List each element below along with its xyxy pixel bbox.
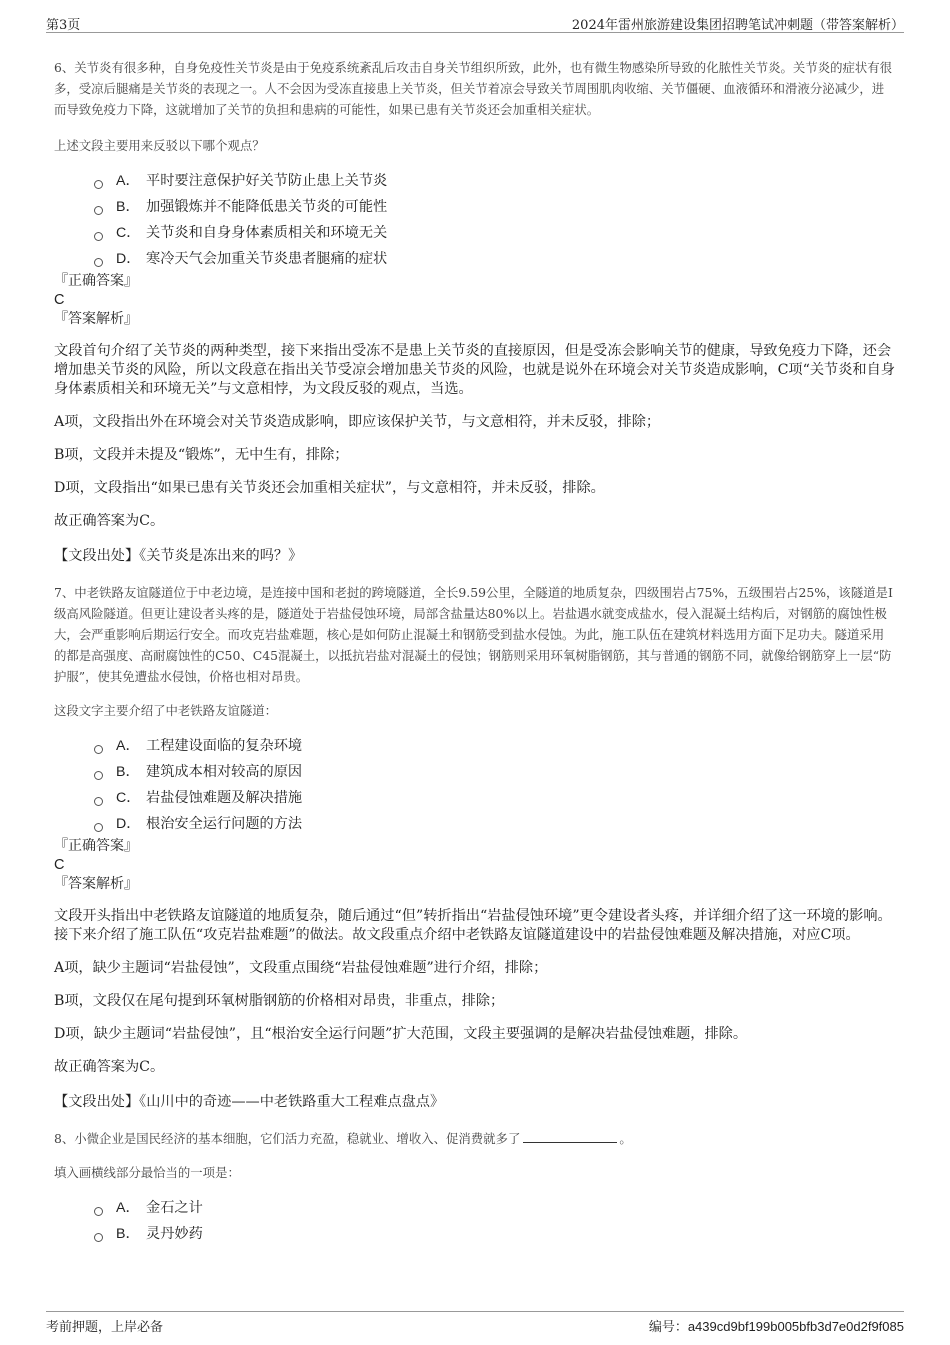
option-letter: B． xyxy=(116,1226,140,1242)
option-letter: A． xyxy=(116,738,140,754)
radio-icon[interactable] xyxy=(94,206,103,215)
radio-icon[interactable] xyxy=(94,823,103,832)
option-text: 灵丹妙药 xyxy=(146,1226,203,1242)
option-a[interactable] xyxy=(94,168,896,194)
radio-icon[interactable] xyxy=(94,771,103,780)
page-number: 第3页 xyxy=(46,18,81,33)
option-letter: A． xyxy=(116,173,140,189)
analysis-label: 『答案解析』 xyxy=(54,311,138,327)
option-a[interactable] xyxy=(94,1195,896,1221)
analysis-paragraph: 故正确答案为C。 xyxy=(54,1059,165,1075)
page-header xyxy=(46,12,904,33)
analysis-paragraph: D项，文段指出“如果已患有关节炎还会加重相关症状”，与文意相符，并未反驳，排除。 xyxy=(54,480,605,496)
question-text xyxy=(54,1128,896,1149)
question-text: 7、中老铁路友谊隧道位于中老边境，是连接中国和老挝的跨境隧道，全长9.59公里，全隧道的地质复杂，四级围岩占75%，五级围岩占25%，该隧道是I级高风险隧道。但更让建设者头疼的是，隧道处于岩盐侵蚀环境，局部含盐量达80%以上。岩盐遇水就变成盐水，侵入混凝土结构后，对钢筋的腐蚀性极大，会严重影响后期运行安全。而攻克岩盐难题，核心是如何防止混凝土和钢筋受到盐水侵蚀。为此，施工队伍在建筑材料选用方面下足功夫。隧道采用的都是高强度、高耐腐蚀性的C50、C45混凝土，以抵抗岩盐对混凝土的侵蚀；钢筋则采用环氧树脂钢筋，其与普通的钢筋不同，就像给钢筋穿上一层“防护服”，使其免遭盐水侵蚀，价格也相对昂贵。 xyxy=(54,585,893,684)
question-text-after: 。 xyxy=(619,1131,632,1146)
radio-icon[interactable] xyxy=(94,1207,103,1216)
option-text: 寒冷天气会加重关节炎患者腿痛的症状 xyxy=(146,251,388,267)
answer-label: 『正确答案』 xyxy=(54,838,138,854)
analysis-paragraph: 文段开头指出中老铁路友谊隧道的地质复杂，随后通过“但”转折指出“岩盐侵蚀环境”更令建设者头疼，并详细介绍了这一环境的影响。接下来介绍了施工队伍“攻克岩盐难题”的做法。故文段重点介绍中老铁路友谊隧道建设中的岩盐侵蚀难题及解决措施，对应C项。 xyxy=(54,908,892,943)
option-a[interactable] xyxy=(94,733,896,759)
option-text: 岩盐侵蚀难题及解决措施 xyxy=(146,790,303,806)
radio-icon[interactable] xyxy=(94,258,103,267)
question-prompt: 这段文字主要介绍了中老铁路友谊隧道： xyxy=(54,703,278,718)
question-7 xyxy=(54,582,896,1112)
source-citation: 【文段出处】《关节炎是冻出来的吗？》 xyxy=(54,548,303,564)
option-c[interactable] xyxy=(94,785,896,811)
analysis-paragraph: B项，文段并未提及“锻炼”，无中生有，排除； xyxy=(54,447,349,463)
option-text: 金石之计 xyxy=(146,1200,203,1216)
radio-icon[interactable] xyxy=(94,1233,103,1242)
option-text: 工程建设面临的复杂环境 xyxy=(146,738,303,754)
option-d[interactable] xyxy=(94,811,896,837)
option-text: 加强锻炼并不能降低患关节炎的可能性 xyxy=(146,199,388,215)
option-letter: D． xyxy=(116,816,141,832)
correct-answer: C xyxy=(54,857,65,873)
analysis-paragraph: D项，缺少主题词“岩盐侵蚀”，且“根治安全运行问题”扩大范围，文段主要强调的是解决岩盐侵蚀难题，排除。 xyxy=(54,1026,748,1042)
question-prompt: 填入画横线部分最恰当的一项是： xyxy=(54,1165,240,1180)
option-text: 关节炎和自身身体素质相关和环境无关 xyxy=(146,225,388,241)
option-b[interactable] xyxy=(94,194,896,220)
option-b[interactable] xyxy=(94,759,896,785)
analysis-paragraph: B项，文段仅在尾句提到环氧树脂钢筋的价格相对昂贵，非重点，排除； xyxy=(54,993,505,1009)
question-8 xyxy=(54,1128,896,1247)
option-text: 平时要注意保护好关节防止患上关节炎 xyxy=(146,173,388,189)
option-letter: B． xyxy=(116,199,140,215)
radio-icon[interactable] xyxy=(94,180,103,189)
radio-icon[interactable] xyxy=(94,232,103,241)
option-letter: B． xyxy=(116,764,140,780)
option-d[interactable] xyxy=(94,246,896,272)
option-b[interactable] xyxy=(94,1221,896,1247)
document-code: 编号：a439cd9bf199b005bfb3d7e0d2f9f085 xyxy=(648,1319,904,1334)
question-6 xyxy=(54,57,896,566)
option-letter: C． xyxy=(116,790,141,806)
source-citation: 【文段出处】《山川中的奇迹——中老铁路重大工程难点盘点》 xyxy=(54,1094,445,1110)
option-letter: D． xyxy=(116,251,141,267)
options-list xyxy=(94,1195,896,1247)
question-prompt: 上述文段主要用来反驳以下哪个观点？ xyxy=(54,138,265,153)
radio-icon[interactable] xyxy=(94,797,103,806)
option-text: 建筑成本相对较高的原因 xyxy=(146,764,303,780)
fill-blank xyxy=(523,1130,617,1143)
option-text: 根治安全运行问题的方法 xyxy=(146,816,303,832)
question-text: 6、关节炎有很多种，自身免疫性关节炎是由于免疫系统紊乱后攻击自身关节组织所致，此外，也有微生物感染所导致的化脓性关节炎。关节炎的症状有很多，受凉后腿痛是关节炎的表现之一。人不会因为受冻直接患上关节炎，但关节着凉会导致关节周围肌肉收缩、关节僵硬、血液循环和滑液分泌减少，进而导致免疫力下降，这就增加了关节的负担和患病的可能性，如果已患有关节炎还会加重相关症状。 xyxy=(54,60,893,117)
answer-label: 『正确答案』 xyxy=(54,273,138,289)
correct-answer: C xyxy=(54,292,65,308)
analysis-label: 『答案解析』 xyxy=(54,876,138,892)
question-text-before: 8、小微企业是国民经济的基本细胞，它们活力充盈，稳就业、增收入、促消费就多了 xyxy=(54,1131,521,1146)
option-letter: A． xyxy=(116,1200,140,1216)
analysis-paragraph: A项，文段指出外在环境会对关节炎造成影响，即应该保护关节，与文意相符，并未反驳，排除； xyxy=(54,414,661,430)
option-c[interactable] xyxy=(94,220,896,246)
page-content xyxy=(54,57,896,1247)
footer-slogan: 考前押题，上岸必备 xyxy=(46,1320,164,1335)
analysis-paragraph: 故正确答案为C。 xyxy=(54,513,165,529)
page-footer xyxy=(46,1311,904,1334)
analysis-paragraph: 文段首句介绍了关节炎的两种类型，接下来指出受冻不是患上关节炎的直接原因，但是受冻会影响关节的健康，导致免疫力下降，还会增加患关节炎的风险，所以文段意在指出关节受凉会增加患关节炎的风险，也就是说外在环境会对关节炎造成影响，C项“关节炎和自身身体素质相关和环境无关”与文意相悖，为文段反驳的观点，当选。 xyxy=(54,343,895,397)
analysis-paragraph: A项，缺少主题词“岩盐侵蚀”，文段重点围绕“岩盐侵蚀难题”进行介绍，排除； xyxy=(54,960,548,976)
options-list xyxy=(94,733,896,837)
radio-icon[interactable] xyxy=(94,745,103,754)
options-list xyxy=(94,168,896,272)
option-letter: C． xyxy=(116,225,141,241)
document-title: 2024年雷州旅游建设集团招聘笔试冲刺题（带答案解析） xyxy=(571,18,904,33)
